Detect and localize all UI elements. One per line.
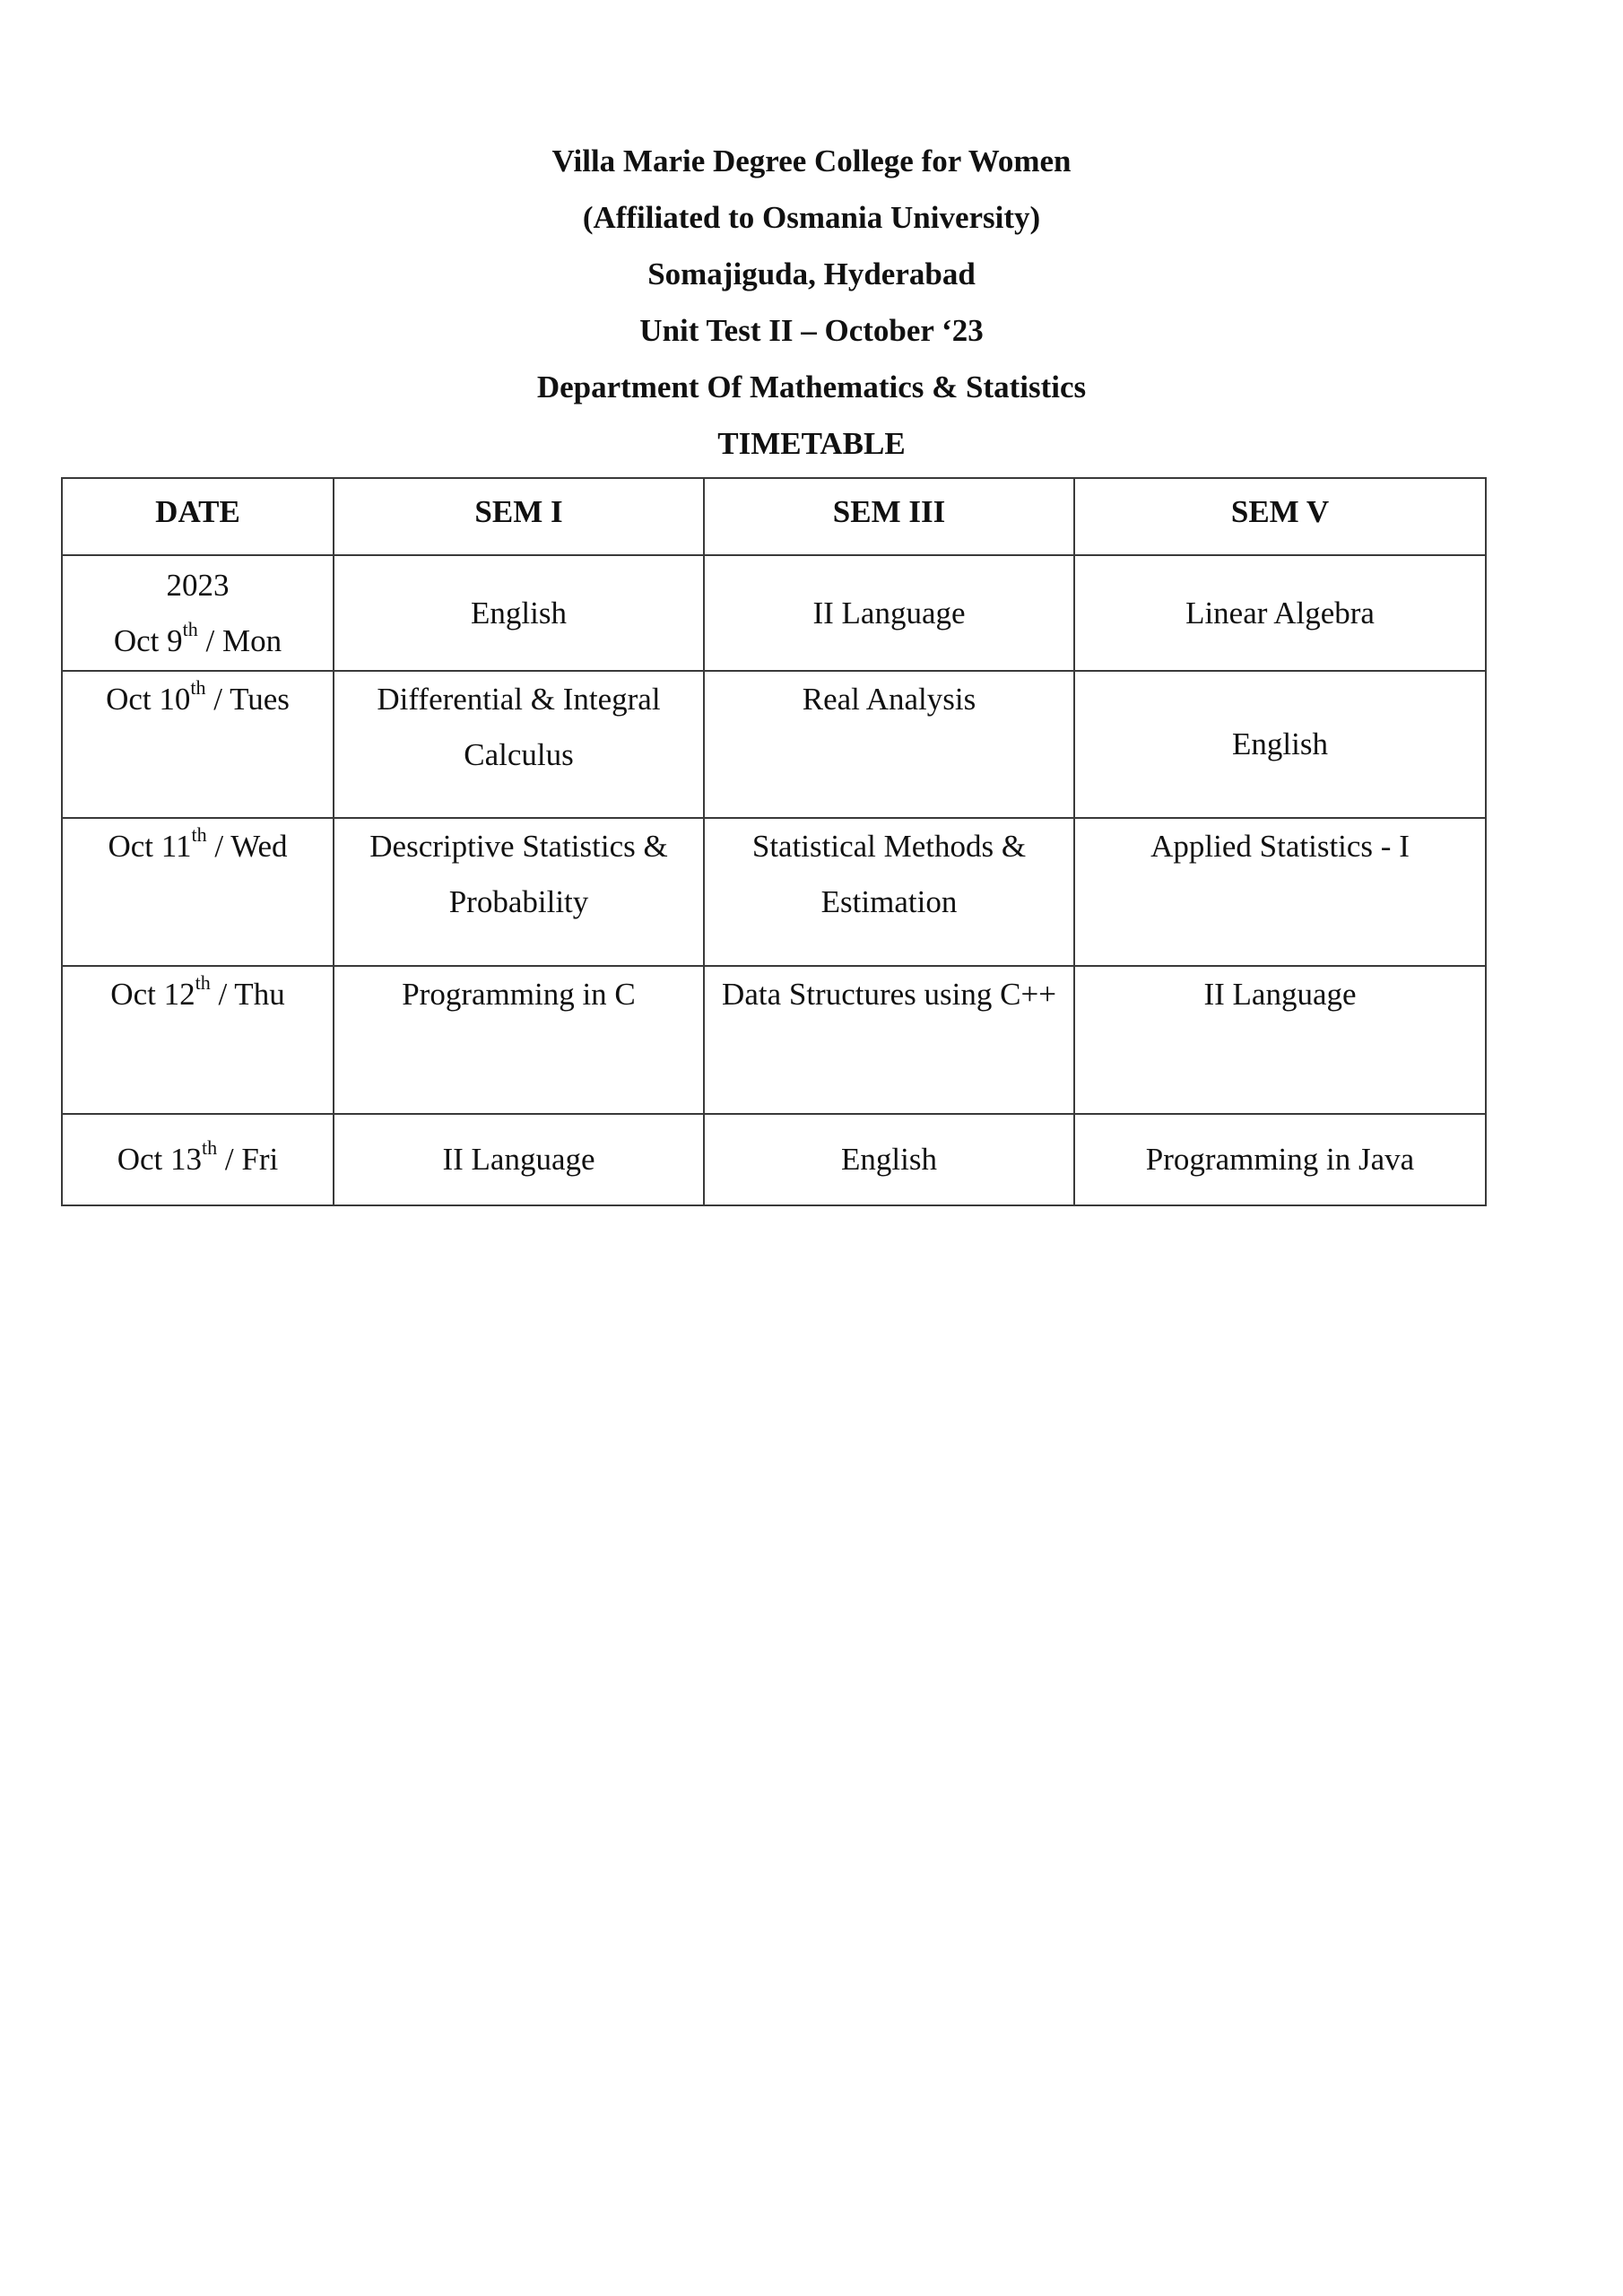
sem-i-cell: Descriptive Statistics & Probability	[334, 818, 704, 966]
table-row	[62, 671, 1486, 818]
exam-title: Unit Test II – October ‘23	[639, 313, 984, 348]
sem-i-cell: Programming in C	[334, 966, 704, 1114]
column-header-sem-i: SEM I	[334, 478, 704, 555]
date-weekday: / Wed	[206, 829, 288, 864]
date-cell	[62, 966, 334, 1114]
department-name: Department Of Mathematics & Statistics	[536, 370, 1087, 404]
sem-i-cell: II Language	[334, 1114, 704, 1205]
sem-v-cell: English	[1074, 671, 1486, 818]
date-ordinal: th	[191, 823, 207, 847]
table-row	[62, 966, 1486, 1114]
column-header-sem-iii: SEM III	[704, 478, 1074, 555]
date-day: Oct 12	[110, 977, 195, 1012]
sem-iii-cell: English	[704, 1114, 1074, 1205]
sem-v-cell: Linear Algebra	[1074, 555, 1486, 671]
date-ordinal: th	[195, 971, 211, 995]
date-day: Oct 10	[106, 682, 191, 717]
date-weekday: / Thu	[210, 977, 285, 1012]
date-ordinal: th	[182, 617, 198, 640]
sem-iii-cell: Data Structures using C++	[704, 966, 1074, 1114]
sem-iii-cell: Real Analysis	[704, 671, 1074, 818]
date-cell	[62, 1114, 334, 1205]
table-row	[62, 818, 1486, 966]
affiliation-line: (Affiliated to Osmania University)	[582, 200, 1041, 235]
column-header-sem-v: SEM V	[1074, 478, 1486, 555]
date-weekday: / Mon	[197, 622, 282, 658]
date-cell	[62, 671, 334, 818]
timetable-title: TIMETABLE	[717, 426, 906, 461]
date-weekday: / Tues	[205, 682, 290, 717]
date-day: Oct 11	[108, 829, 192, 864]
date-day: Oct 13	[117, 1142, 203, 1177]
sem-iii-cell: Statistical Methods & Estimation	[704, 818, 1074, 966]
date-day: Oct 9	[113, 622, 183, 658]
date-ordinal: th	[190, 676, 206, 700]
year-label: 2023	[166, 567, 230, 603]
sem-iii-cell: II Language	[704, 555, 1074, 671]
date-weekday: / Fri	[217, 1142, 279, 1177]
sem-i-cell: Differential & Integral Calculus	[334, 671, 704, 818]
document-header	[0, 133, 1623, 472]
date-ordinal: th	[202, 1136, 218, 1160]
table-header-row	[62, 478, 1486, 555]
sem-v-cell: Programming in Java	[1074, 1114, 1486, 1205]
college-name: Villa Marie Degree College for Women	[551, 144, 1072, 178]
table-row	[62, 555, 1486, 671]
date-cell	[62, 555, 334, 671]
sem-v-cell: Applied Statistics - I	[1074, 818, 1486, 966]
sem-i-cell: English	[334, 555, 704, 671]
column-header-date: DATE	[62, 478, 334, 555]
date-cell	[62, 818, 334, 966]
table-row	[62, 1114, 1486, 1205]
location-line: Somajiguda, Hyderabad	[647, 257, 976, 291]
timetable	[61, 477, 1487, 1206]
sem-v-cell: II Language	[1074, 966, 1486, 1114]
